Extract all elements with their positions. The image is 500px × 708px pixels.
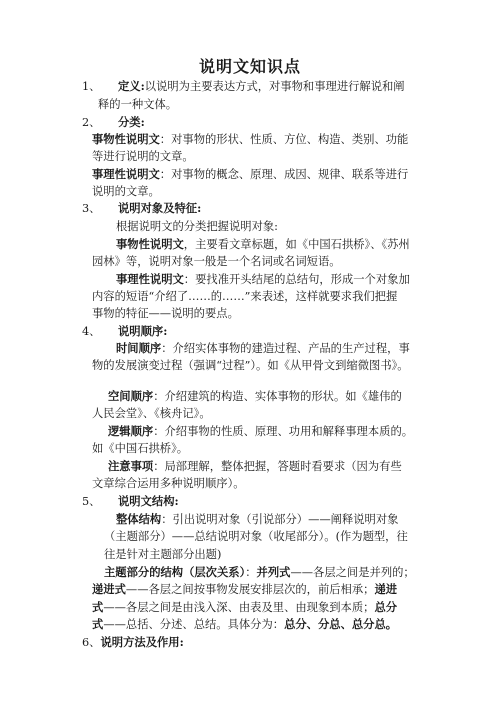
section-3-b-line-3: 事物的特征——说明的要点。	[92, 307, 239, 320]
term-heading: 并列式	[256, 565, 291, 579]
section-heading: 说明方法及作用:	[100, 635, 184, 649]
section-5-whole-line-2: （主题部分）——总结说明对象（收尾部分）。(作为题型，往	[104, 530, 408, 543]
section-heading: 定义:	[118, 79, 145, 93]
section-heading: 说明对象及特征:	[118, 201, 202, 215]
section-4-time-line-2: 物的发展演变过程（强调“过程”）。如《从甲骨文到缩微图书》。	[92, 359, 409, 372]
page-title: 说明文知识点	[198, 57, 301, 76]
term-heading: 事理性说明文	[116, 272, 184, 286]
section-5-main-line-3	[92, 599, 397, 616]
section-number: 1、	[82, 80, 101, 93]
section-2-b-line-1	[92, 166, 408, 183]
term-heading: 总分	[374, 600, 398, 614]
term-heading: 式	[92, 617, 104, 631]
section-number: 4、	[82, 325, 101, 338]
section-4-logic-line-2: 如《中国石拱桥》。	[92, 442, 189, 455]
term-heading: 整体结构	[116, 512, 162, 526]
section-4-time-line-1	[116, 340, 410, 357]
section-3-b-line-1	[116, 271, 410, 288]
body-text: ：介绍实体事物的建造过程、产品的生产过程，事	[161, 342, 410, 355]
section-6-heading	[82, 634, 184, 651]
body-text: ：要找准开头结尾的总结句，形成一个对象加	[183, 273, 410, 286]
section-2-a-line-2: 等进行说明的文章。	[92, 150, 194, 163]
term-heading: 事理性说明文	[92, 167, 160, 181]
section-2-heading	[82, 114, 145, 131]
body-text: ：	[245, 566, 257, 579]
term-heading: 事物性说明文	[116, 237, 184, 251]
body-text: ，主要看文章标题，如《中国石拱桥》、《苏州	[183, 238, 410, 251]
body-text: ——各层之间是由浅入深、由表及里、由现象到本质；	[103, 601, 375, 614]
body-text: ：介绍建筑的构造、实体事物的形状。如《雄伟的	[153, 390, 402, 403]
term-heading: 注意事项	[108, 459, 154, 473]
term-heading: 逻辑顺序	[108, 424, 154, 438]
body-text: ——各层之间按事物发展安排层次的，前后相承；	[125, 583, 375, 596]
section-4-space-line-1	[108, 388, 402, 405]
body-text: ：对事物的概念、原理、成因、规律、联系等进行	[159, 168, 409, 181]
section-5-main-line-1	[104, 564, 415, 581]
section-3-heading	[82, 200, 201, 217]
section-5-heading	[82, 493, 179, 510]
body-text: ：局部理解，整体把握，答题时看要求（因为有些	[153, 460, 402, 473]
section-4-note-line-2: 文章综合运用多种说明顺序）。	[92, 477, 245, 490]
term-heading: 时间顺序	[116, 341, 162, 355]
term-heading: 递进	[374, 582, 398, 596]
section-2-a-line-1	[92, 131, 408, 148]
section-4-heading	[82, 323, 167, 340]
term-heading: 递进式	[92, 582, 126, 596]
section-4-note-line-1	[108, 458, 402, 475]
section-5-whole-line-3: 往是针对主题部分出题)	[104, 548, 222, 561]
section-number: 2、	[82, 116, 101, 129]
section-5-main-line-2	[92, 581, 397, 598]
section-number: 3、	[82, 202, 101, 215]
section-2-b-line-2: 说明的文章。	[92, 185, 160, 198]
section-3-a-line-2: 园林》等，说明对象一般是一个名词或名词短语。	[92, 255, 341, 268]
section-number: 5、	[82, 495, 101, 508]
section-3-b-line-2: 内容的短语“介绍了……的……”来表述，这样就要求我们把握	[92, 290, 398, 303]
section-1-line-2: 释的一种文体。	[98, 98, 178, 111]
section-3-intro: 根据说明文的分类把握说明对象:	[116, 220, 278, 233]
term-heading: 空间顺序	[108, 389, 154, 403]
term-heading: 主题部分的结构（层次关系）	[104, 565, 246, 579]
section-5-whole-line-1	[116, 511, 398, 528]
body-text: ：介绍事物的性质、原理、功用和解释事理本质的。	[153, 425, 414, 438]
section-heading: 说明顺序:	[118, 324, 168, 338]
section-number: 6、	[82, 636, 101, 649]
body-text: ：引出说明对象（引说部分）——阐释说明对象	[161, 513, 399, 526]
section-4-space-line-2: 人民会堂》、《核舟记》。	[92, 407, 211, 420]
body-text: ——各层之间是并列的；	[290, 566, 415, 579]
term-heading: 事物性说明文	[92, 132, 160, 146]
section-1-line-1	[82, 78, 405, 95]
term-heading: 总分、分总、总分总。	[284, 617, 398, 631]
section-heading: 说明文结构:	[118, 494, 179, 508]
term-heading: 式	[92, 600, 104, 614]
body-text: ——总括、分述、总结。具体分为：	[103, 618, 285, 631]
section-heading: 分类:	[118, 115, 145, 129]
section-3-a-line-1	[116, 236, 410, 253]
body-text: ：对事物的形状、性质、方位、构造、类别、功能	[159, 133, 409, 146]
section-4-logic-line-1	[108, 423, 413, 440]
body-text: 以说明为主要表达方式，对事物和事理进行解说和阐	[144, 80, 405, 93]
section-5-main-line-4	[92, 616, 397, 633]
